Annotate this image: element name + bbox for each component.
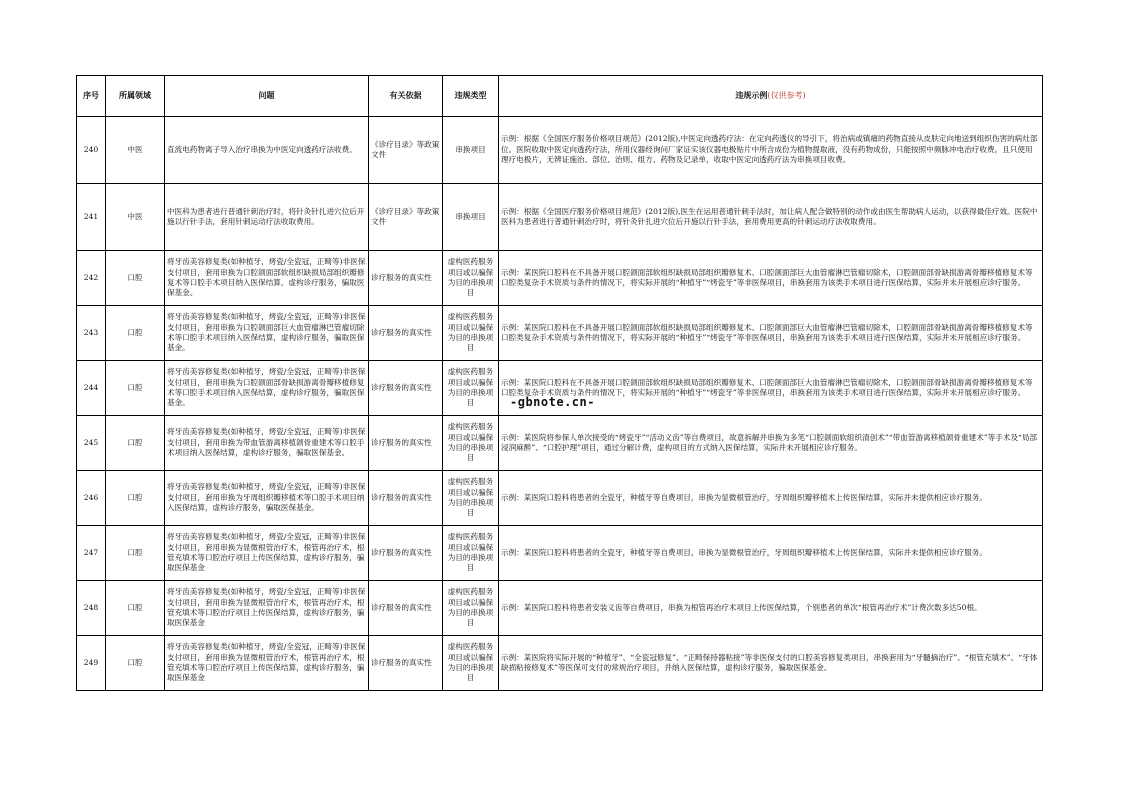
table-row	[77, 471, 1043, 526]
cell-example: 示例：某医院口腔科将患者的全瓷牙，种植牙等自费项目，串换为显微根管治疗，牙周组织瓣移植术上传医保结算，实际并未提供相应诊疗服务。	[499, 526, 1043, 581]
cell-example: 示例：根据《全国医疗服务价格项目规范》(2012版),中医定向透药疗法：在定向药透仪的导引下，将治病或镇痛的药物直接从皮肤定向地送到组织伤害的病灶部位。医院收取中医定向透药疗法，所用仪器经询问厂家证实该仪器电极贴片中所含成份为植物提取液，没有药物成份，只能按照中频脉冲电治疗收费。且只使用理疗电极片，无辨证施治、部位、治则、组方、药物及记录单，收取中医定向透药疗法为串换项目收费。	[499, 117, 1043, 184]
col-header-seq: 序号	[77, 76, 106, 117]
cell-field: 口腔	[106, 526, 165, 581]
cell-problem: 直流电药物离子导入治疗串换为中医定向透药疗法收费。	[165, 117, 369, 184]
cell-field: 口腔	[106, 636, 165, 691]
cell-problem: 中医科为患者进行普通针刺治疗时，将针灸针扎进穴位后开施以行针手法，套用针刺运动疗法收取费用。	[165, 184, 369, 251]
watermark: -gbnote.cn-	[510, 395, 595, 409]
cell-field: 口腔	[106, 471, 165, 526]
cell-problem: 将牙齿美容修复类(如种植牙，烤瓷/全瓷冠，正畸等)非医保支付项目，套用串换为显微根管治疗术，根管再治疗术，根管充填术等口腔治疗项目上传医保结算，虚构诊疗服务，骗取医保基金	[165, 581, 369, 636]
cell-type: 虚构医药服务项目或以骗保为目的串换项目	[443, 471, 499, 526]
cell-basis: 诊疗服务的真实性	[369, 526, 443, 581]
col-header-basis: 有关依据	[369, 76, 443, 117]
col-header-field: 所属领域	[106, 76, 165, 117]
cell-seq: 249	[77, 636, 106, 691]
cell-example: 示例：某医院口腔科在不具备开展口腔颌面部软组织缺损局部组织瓣修复术、口腔颌面部巨大血管瘤淋巴管瘤切除术，口腔颌面部骨缺损游离骨瓣移植修复术等口腔类复杂手术资质与条件的情况下，将实际开展的“种植牙”“烤瓷牙”等非医保项目，串换套用为该类手术项目进行医保结算，实际并未开展相应诊疗服务。	[499, 251, 1043, 306]
cell-type: 虚构医药服务项目或以骗保为目的串换项目	[443, 581, 499, 636]
cell-example: 示例：某医院将参保人单次接受的“烤瓷牙”“活动义齿”等自费项目，故意拆解并串换为多笔“口腔颌面软组织清创术”“带血管游离移植颌骨重建术”等手术及“局部浸润麻醉”、“口腔护理”项目，通过分解计费，虚构项目的方式纳入医保结算，实际并未开展相应诊疗服务。	[499, 416, 1043, 471]
col-header-example	[499, 76, 1043, 117]
cell-basis: 诊疗服务的真实性	[369, 361, 443, 416]
cell-seq: 247	[77, 526, 106, 581]
cell-problem: 将牙齿美容修复类(如种植牙，烤瓷/全瓷冠，正畸等)非医保支付项目，套用串换为口腔颌面部软组织缺损局部组织瓣修复术等口腔手术项目纳入医保结算，虚构诊疗服务，骗取医保基金。	[165, 251, 369, 306]
cell-example: 示例：根据《全国医疗服务价格项目规范》(2012版),医生在运用普通针刺手法时，加让病人配合做特别的动作或由医生帮助病人运动，以获得最佳疗效。医院中医科为患者进行普通针刺治疗时，将针灸针扎进穴位后开施以行针手法，套用费用更高的针刺运动疗法收取费用。	[499, 184, 1043, 251]
cell-problem: 将牙齿美容修复类(如种植牙，烤瓷/全瓷冠，正畸等)非医保支付项目，套用串换为牙周组织瓣移植术等口腔手术项目纳入医保结算，虚构诊疗服务，骗取医保基金。	[165, 471, 369, 526]
cell-example: 示例：某医院口腔科将患者的全瓷牙，种植牙等自费项目，串换为显微根管治疗，牙周组织瓣移植术上传医保结算，实际并未提供相应诊疗服务。	[499, 471, 1043, 526]
table-row	[77, 581, 1043, 636]
cell-type: 串换项目	[443, 184, 499, 251]
cell-field: 口腔	[106, 416, 165, 471]
cell-seq: 245	[77, 416, 106, 471]
cell-basis: 诊疗服务的真实性	[369, 251, 443, 306]
cell-example: 示例：某医院口腔科将患者安装义齿等自费项目，串换为根管再治疗术项目上传医保结算，个别患者的单次“根管再治疗术”计费次数多达50根。	[499, 581, 1043, 636]
cell-seq: 241	[77, 184, 106, 251]
cell-seq: 240	[77, 117, 106, 184]
col-header-type: 违规类型	[443, 76, 499, 117]
cell-type: 虚构医药服务项目或以骗保为目的串换项目	[443, 526, 499, 581]
cell-example: 示例：某医院将实际开展的“种植牙”、“全瓷冠修复”、“正畸保持器粘接”等非医保支付的口腔美容修复类项目，串换套用为“牙髓摘治疗”、“根管充填术”、“牙体缺损粘接修复术”等医保可支付的常规治疗项目，并纳入医保结算，虚构诊疗服务，骗取医保基金。	[499, 636, 1043, 691]
cell-field: 口腔	[106, 361, 165, 416]
cell-basis: 诊疗服务的真实性	[369, 306, 443, 361]
cell-type: 虚构医药服务项目或以骗保为目的串换项目	[443, 306, 499, 361]
cell-type: 虚构医药服务项目或以骗保为目的串换项目	[443, 416, 499, 471]
cell-problem: 将牙齿美容修复类(如种植牙，烤瓷/全瓷冠，正畸等)非医保支付项目，套用串换为显微根管治疗术，根管再治疗术，根管充填术等口腔治疗项目上传医保结算，虚构诊疗服务，骗取医保基金	[165, 636, 369, 691]
cell-seq: 243	[77, 306, 106, 361]
table-row	[77, 251, 1043, 306]
table-row	[77, 306, 1043, 361]
cell-basis: 诊疗服务的真实性	[369, 581, 443, 636]
header-row	[77, 76, 1043, 117]
table-row	[77, 117, 1043, 184]
cell-field: 中医	[106, 184, 165, 251]
cell-type: 虚构医药服务项目或以骗保为目的串换项目	[443, 251, 499, 306]
cell-field: 口腔	[106, 306, 165, 361]
example-header-note: (仅供参考)	[767, 91, 806, 101]
cell-basis: 诊疗服务的真实性	[369, 416, 443, 471]
table-row	[77, 184, 1043, 251]
cell-basis: 诊疗服务的真实性	[369, 636, 443, 691]
example-header-label: 违规示例	[735, 90, 768, 101]
cell-basis: 诊疗服务的真实性	[369, 471, 443, 526]
cell-seq: 246	[77, 471, 106, 526]
cell-basis: 《诊疗目录》等政策文件	[369, 184, 443, 251]
cell-seq: 242	[77, 251, 106, 306]
cell-example: 示例：某医院口腔科在不具备开展口腔颌面部软组织缺损局部组织瓣修复术、口腔颌面部巨大血管瘤淋巴管瘤切除术，口腔颌面部骨缺损游离骨瓣移植修复术等口腔类复杂手术资质与条件的情况下，将实际开展的“种植牙”“烤瓷牙”等非医保项目，串换套用为该类手术项目进行医保结算，实际并未开展相应诊疗服务。	[499, 306, 1043, 361]
cell-field: 口腔	[106, 251, 165, 306]
cell-field: 中医	[106, 117, 165, 184]
cell-seq: 244	[77, 361, 106, 416]
cell-type: 虚构医药服务项目或以骗保为目的串换项目	[443, 361, 499, 416]
cell-problem: 将牙齿美容修复类(如种植牙，烤瓷/全瓷冠，正畸等)非医保支付项目，套用串换为带血管游离移植颌骨重建术等口腔手术项目纳入医保结算，虚构诊疗服务，骗取医保基金。	[165, 416, 369, 471]
table-row	[77, 526, 1043, 581]
cell-seq: 248	[77, 581, 106, 636]
cell-field: 口腔	[106, 581, 165, 636]
cell-problem: 将牙齿美容修复类(如种植牙，烤瓷/全瓷冠，正畸等)非医保支付项目，套用串换为显微根管治疗术，根管再治疗术，根管充填术等口腔治疗项目上传医保结算，虚构诊疗服务，骗取医保基金	[165, 526, 369, 581]
cell-problem: 将牙齿美容修复类(如种植牙，烤瓷/全瓷冠，正畸等)非医保支付项目，套用串换为口腔颌面部骨缺损游离骨瓣移植修复术等口腔手术项目纳入医保结算，虚构诊疗服务，骗取医保基金。	[165, 361, 369, 416]
violation-table	[76, 75, 1043, 691]
cell-type: 串换项目	[443, 117, 499, 184]
table-row	[77, 416, 1043, 471]
col-header-problem: 问题	[165, 76, 369, 117]
cell-example: 示例：某医院口腔科在不具备开展口腔颌面部软组织缺损局部组织瓣修复术、口腔颌面部巨大血管瘤淋巴管瘤切除术，口腔颌面部骨缺损游离骨瓣移植修复术等口腔类复杂手术资质与条件的情况下，将实际开展的“种植牙”“烤瓷牙”等非医保项目，串换套用为该类手术项目进行医保结算，实际并未开展相应诊疗服务。	[499, 361, 1043, 416]
cell-basis: 《诊疗目录》等政策文件	[369, 117, 443, 184]
cell-type: 虚构医药服务项目或以骗保为目的串换项目	[443, 636, 499, 691]
table-row	[77, 636, 1043, 691]
cell-problem: 将牙齿美容修复类(如种植牙，烤瓷/全瓷冠，正畸等)非医保支付项目，套用串换为口腔颌面部巨大血管瘤淋巴管瘤切除术等口腔手术项目纳入医保结算，虚构诊疗服务，骗取医保基金。	[165, 306, 369, 361]
